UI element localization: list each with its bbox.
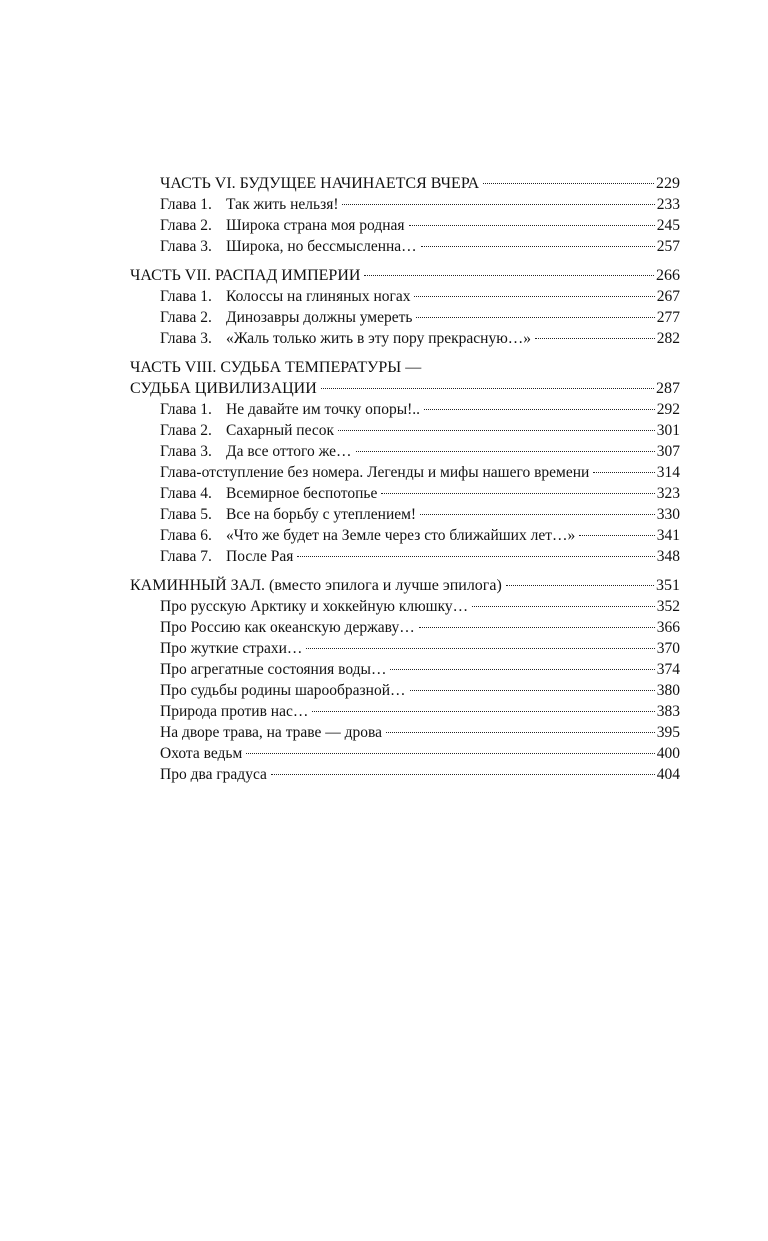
- toc-chapter-title: Глава 2. Динозавры должны умереть: [160, 309, 413, 326]
- toc-item-row[interactable]: [130, 701, 680, 722]
- leader-dots: [390, 668, 654, 670]
- toc-chapter-row[interactable]: [130, 441, 680, 462]
- toc-part-title: ЧАСТЬ VI. БУДУЩЕЕ НАЧИНАЕТСЯ ВЧЕРА: [160, 175, 480, 192]
- toc-page-number: 277: [656, 309, 680, 326]
- leader-dots: [381, 492, 654, 494]
- toc-section-part6: [130, 173, 680, 257]
- toc-chapter-row[interactable]: [130, 504, 680, 525]
- toc-chapter-title: Глава 2. Широка страна моя родная: [160, 217, 405, 234]
- toc-page-number: 348: [656, 548, 680, 565]
- toc-item-row[interactable]: [130, 638, 680, 659]
- leader-dots: [321, 387, 654, 389]
- toc-item-row[interactable]: [130, 617, 680, 638]
- toc-part-title-line2: СУДЬБА ЦИВИЛИЗАЦИИ: [130, 380, 317, 397]
- leader-dots: [409, 224, 655, 226]
- toc-page-number: 341: [656, 527, 680, 544]
- toc-item-title: На дворе трава, на траве — дрова: [160, 724, 383, 741]
- toc-item-title: Про русскую Арктику и хоккейную клюшку…: [160, 598, 469, 615]
- toc-page-number: 366: [656, 619, 680, 636]
- leader-dots: [419, 626, 655, 628]
- toc-part-heading[interactable]: [130, 173, 680, 194]
- leader-dots: [593, 471, 654, 473]
- leader-dots: [420, 513, 655, 515]
- toc-item-row[interactable]: [130, 659, 680, 680]
- toc-chapter-row[interactable]: [130, 462, 680, 483]
- toc-item-title: Про агрегатные состояния воды…: [160, 661, 387, 678]
- toc-page-number: 287: [656, 380, 680, 397]
- toc-page-number: 257: [656, 238, 680, 255]
- toc-chapter-row[interactable]: [130, 307, 680, 328]
- leader-dots: [356, 450, 655, 452]
- toc-item-title: Про Россию как океанскую державу…: [160, 619, 415, 636]
- toc-chapter-title: Глава 1. Колоссы на глиняных ногах: [160, 288, 411, 305]
- toc-item-title: Природа против нас…: [160, 703, 309, 720]
- leader-dots: [297, 555, 654, 557]
- toc-chapter-title: Глава 5. Все на борьбу с утеплением!: [160, 506, 417, 523]
- toc-page-number: 301: [656, 422, 680, 439]
- toc-chapter-title: Глава 4. Всемирное беспотопье: [160, 485, 378, 502]
- toc-item-row[interactable]: [130, 722, 680, 743]
- toc-page-number: 323: [656, 485, 680, 502]
- leader-dots: [472, 605, 655, 607]
- leader-dots: [421, 245, 655, 247]
- toc-page-number: 380: [656, 682, 680, 699]
- toc-page-number: 352: [656, 598, 680, 615]
- toc-part-title-line1: ЧАСТЬ VIII. СУДЬБА ТЕМПЕРАТУРЫ —: [130, 359, 422, 376]
- toc-page-number: 351: [656, 577, 680, 594]
- toc-chapter-row[interactable]: [130, 215, 680, 236]
- toc-chapter-title: Глава-отступление без номера. Легенды и мифы нашего времени: [160, 464, 590, 481]
- toc-page-number: 266: [656, 267, 680, 284]
- toc-item-title: Про два градуса: [160, 766, 267, 783]
- toc-part-title: ЧАСТЬ VII. РАСПАД ИМПЕРИИ: [130, 267, 361, 284]
- toc-chapter-title: Глава 3. Широка, но бессмысленна…: [160, 238, 417, 255]
- toc-chapter-row[interactable]: [130, 483, 680, 504]
- leader-dots: [424, 408, 655, 410]
- toc-page-number: 245: [656, 217, 680, 234]
- toc-page-number: 307: [656, 443, 680, 460]
- toc-page-number: 292: [656, 401, 680, 418]
- toc-part-heading[interactable]: [130, 575, 680, 596]
- toc-item-row[interactable]: [130, 680, 680, 701]
- toc-chapter-row[interactable]: [130, 286, 680, 307]
- leader-dots: [306, 647, 654, 649]
- toc-item-title: Про судьбы родины шарообразной…: [160, 682, 406, 699]
- leader-dots: [416, 316, 654, 318]
- toc-chapter-title: Глава 3. «Жаль только жить в эту пору прекрасную…»: [160, 330, 532, 347]
- toc-chapter-row[interactable]: [130, 420, 680, 441]
- toc-item-row[interactable]: [130, 596, 680, 617]
- toc-section-fireplace: [130, 575, 680, 785]
- toc-chapter-title: Глава 2. Сахарный песок: [160, 422, 334, 439]
- toc-page-number: 282: [656, 330, 680, 347]
- toc-part-heading[interactable]: [130, 265, 680, 286]
- toc-chapter-row[interactable]: [130, 328, 680, 349]
- toc-chapter-title: Глава 6. «Что же будет на Земле через сто ближайших лет…»: [160, 527, 576, 544]
- toc-item-row[interactable]: [130, 764, 680, 785]
- toc-page-number: 229: [656, 175, 680, 192]
- leader-dots: [312, 710, 654, 712]
- leader-dots: [338, 429, 655, 431]
- toc-page-number: 330: [656, 506, 680, 523]
- toc-part-heading[interactable]: [130, 378, 680, 399]
- leader-dots: [342, 203, 654, 205]
- leader-dots: [271, 773, 655, 775]
- toc-page-number: 400: [656, 745, 680, 762]
- toc-item-title: Про жуткие страхи…: [160, 640, 303, 657]
- toc-page-number: 395: [656, 724, 680, 741]
- toc-part-title: КАМИННЫЙ ЗАЛ. (вместо эпилога и лучше эпилога): [130, 577, 502, 594]
- leader-dots: [483, 182, 654, 184]
- leader-dots: [364, 274, 654, 276]
- toc-item-row[interactable]: [130, 743, 680, 764]
- toc-chapter-row[interactable]: [130, 194, 680, 215]
- toc-item-title: Охота ведьм: [160, 745, 243, 762]
- toc-page-number: 370: [656, 640, 680, 657]
- toc-page-number: 404: [656, 766, 680, 783]
- toc-page-number: 267: [656, 288, 680, 305]
- leader-dots: [506, 584, 654, 586]
- leader-dots: [414, 295, 654, 297]
- leader-dots: [579, 534, 655, 536]
- toc-page-number: 374: [656, 661, 680, 678]
- toc-chapter-row[interactable]: [130, 399, 680, 420]
- toc-chapter-row[interactable]: [130, 546, 680, 567]
- table-of-contents: [130, 173, 680, 793]
- toc-chapter-title: Глава 1. Не давайте им точку опоры!..: [160, 401, 421, 418]
- toc-chapter-title: Глава 7. После Рая: [160, 548, 294, 565]
- toc-page-number: 383: [656, 703, 680, 720]
- leader-dots: [535, 337, 655, 339]
- toc-chapter-row[interactable]: [130, 236, 680, 257]
- toc-chapter-title: Глава 3. Да все оттого же…: [160, 443, 352, 460]
- toc-page-number: 314: [656, 464, 680, 481]
- toc-chapter-row[interactable]: [130, 525, 680, 546]
- leader-dots: [386, 731, 655, 733]
- toc-chapter-title: Глава 1. Так жить нельзя!: [160, 196, 339, 213]
- toc-page-number: 233: [656, 196, 680, 213]
- toc-section-part8: [130, 357, 680, 567]
- toc-section-part7: [130, 265, 680, 349]
- leader-dots: [410, 689, 655, 691]
- leader-dots: [246, 752, 654, 754]
